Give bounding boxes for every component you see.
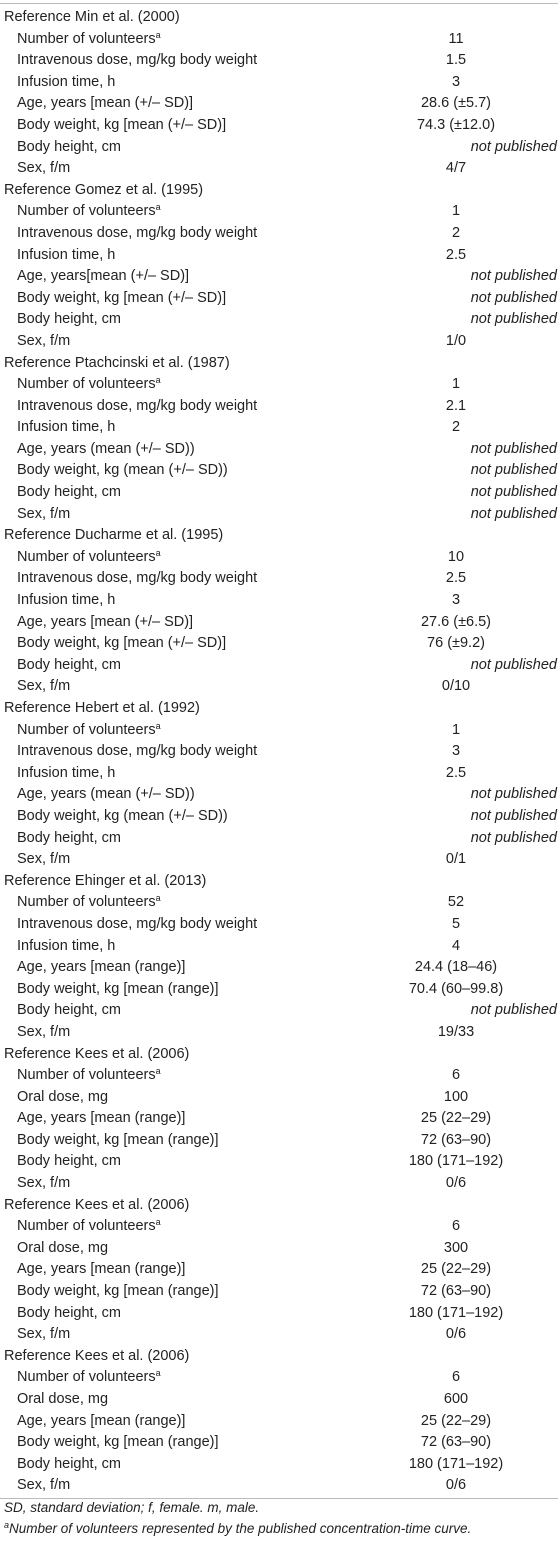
table-row — [0, 655, 558, 677]
table-row — [0, 201, 558, 223]
parameter-value: not published — [470, 829, 557, 846]
parameter-label — [17, 396, 257, 418]
table-row — [0, 568, 558, 590]
parameter-label-text: Infusion time, h — [17, 246, 116, 263]
parameter-value: 2.5 — [445, 570, 467, 587]
table-row — [0, 1065, 558, 1087]
parameter-label-text: Number of volunteers — [17, 376, 156, 393]
table-row — [0, 93, 558, 115]
parameter-value: 2.5 — [445, 246, 467, 263]
table-row — [0, 806, 558, 828]
footnote-marker: a — [155, 375, 161, 386]
parameter-label — [17, 201, 161, 223]
parameter-value: 1 — [451, 203, 461, 220]
table-row — [0, 720, 558, 742]
parameter-label-text: Body weight, kg [mean (+/– SD)] — [17, 289, 227, 306]
parameter-label — [17, 1238, 108, 1260]
parameter-label — [17, 936, 115, 958]
parameter-label-text: Infusion time, h — [17, 764, 116, 781]
parameter-value: 19/33 — [437, 1023, 475, 1040]
parameter-label — [17, 979, 219, 1001]
parameter-label — [17, 460, 228, 482]
table-row — [0, 1411, 558, 1433]
parameter-label — [17, 1303, 121, 1325]
table-row — [0, 1432, 558, 1454]
parameter-label-text: Body weight, kg (mean (+/– SD)) — [17, 462, 228, 479]
parameter-value: 0/6 — [445, 1175, 467, 1192]
parameter-label-text: Sex, f/m — [17, 160, 71, 177]
parameter-label-text: Sex, f/m — [17, 851, 71, 868]
parameter-label — [17, 1173, 70, 1195]
parameter-label-text: Sex, f/m — [17, 1326, 71, 1343]
table-row — [0, 1454, 558, 1476]
parameter-label — [17, 29, 161, 51]
parameter-label-text: Infusion time, h — [17, 592, 116, 609]
table-row — [0, 1022, 558, 1044]
parameter-label — [17, 1367, 161, 1389]
parameter-label-text: Age, years (mean (+/– SD)) — [17, 440, 195, 457]
table-row — [0, 763, 558, 785]
parameter-label — [17, 115, 226, 137]
reference-heading: Reference Ehinger et al. (2013) — [4, 872, 207, 889]
parameter-label-text: Sex, f/m — [17, 678, 71, 695]
parameter-value: 1/0 — [445, 332, 467, 349]
parameter-label — [17, 547, 161, 569]
parameter-label-text: Number of volunteers — [17, 721, 156, 738]
reference-heading: Reference Gomez et al. (1995) — [4, 181, 204, 198]
parameter-label — [17, 957, 185, 979]
parameter-label-text: Sex, f/m — [17, 332, 71, 349]
parameter-label — [17, 806, 228, 828]
table-row — [0, 1130, 558, 1152]
parameter-label-text: Body height, cm — [17, 138, 121, 155]
parameter-label-text: Age, years[mean (+/– SD)] — [17, 268, 190, 285]
table-row — [0, 158, 558, 180]
reference-heading: Reference Kees et al. (2006) — [4, 1196, 190, 1213]
parameter-label-text: Age, years (mean (+/– SD)) — [17, 786, 195, 803]
parameter-label — [17, 439, 195, 461]
reference-heading: Reference Ptachcinski et al. (1987) — [4, 354, 230, 371]
parameter-label — [17, 93, 193, 115]
parameter-value: 0/6 — [445, 1326, 467, 1343]
table-row — [0, 439, 558, 461]
parameter-label — [17, 849, 70, 871]
table-row — [0, 374, 558, 396]
table-row — [0, 828, 558, 850]
table-row — [0, 504, 558, 526]
parameter-label — [17, 1130, 219, 1152]
parameter-label-text: Number of volunteers — [17, 548, 156, 565]
parameter-label — [17, 417, 115, 439]
parameter-value: 72 (63–90) — [420, 1434, 492, 1451]
parameter-value: 27.6 (±6.5) — [420, 613, 492, 630]
parameter-value: 180 (171–192) — [408, 1304, 504, 1321]
parameter-label-text: Body height, cm — [17, 829, 121, 846]
parameter-label — [17, 482, 121, 504]
parameter-value: 6 — [451, 1218, 461, 1235]
parameter-label — [17, 568, 257, 590]
parameter-label — [17, 266, 189, 288]
parameter-value: 600 — [443, 1391, 469, 1407]
table-row — [0, 892, 558, 914]
table-row — [0, 547, 558, 569]
parameter-label-text: Number of volunteers — [17, 30, 156, 47]
table-row — [0, 957, 558, 979]
parameter-label-text: Age, years [mean (range)] — [17, 1412, 186, 1429]
parameter-label-text: Body weight, kg [mean (+/– SD)] — [17, 635, 227, 652]
parameter-value: not published — [470, 311, 557, 328]
parameter-label — [17, 504, 70, 526]
parameter-value: not published — [470, 786, 557, 803]
table-row — [0, 1259, 558, 1281]
parameter-value: not published — [470, 289, 557, 306]
parameter-value: not published — [470, 462, 557, 479]
parameter-value: not published — [470, 440, 557, 457]
parameter-label — [17, 1000, 121, 1022]
parameter-label-text: Body weight, kg [mean (range)] — [17, 1434, 219, 1451]
footnote-marker: a — [155, 1217, 161, 1228]
parameter-label — [17, 1022, 70, 1044]
table-row — [0, 612, 558, 634]
table-row — [0, 849, 558, 871]
parameter-label — [17, 331, 70, 353]
parameter-value: not published — [470, 505, 557, 522]
parameter-label-text: Body weight, kg [mean (range)] — [17, 1131, 219, 1148]
table-row — [0, 1216, 558, 1238]
parameter-label-text: Number of volunteers — [17, 894, 156, 911]
parameter-label-text: Body height, cm — [17, 484, 121, 501]
parameter-value: 2.5 — [445, 764, 467, 781]
parameter-label — [17, 763, 115, 785]
table-row — [0, 115, 558, 137]
table-row — [0, 482, 558, 504]
parameter-value: not published — [470, 807, 557, 824]
parameter-label — [17, 1259, 185, 1281]
footnote-marker: a — [155, 547, 161, 558]
parameter-label-text: Body height, cm — [17, 311, 121, 328]
parameter-label — [17, 223, 257, 245]
table-row — [0, 1173, 558, 1195]
parameter-value: not published — [470, 484, 557, 501]
parameter-label-text: Age, years [mean (range)] — [17, 1261, 186, 1278]
table-row — [0, 1475, 558, 1497]
parameter-label — [17, 1324, 70, 1346]
parameter-value: not published — [470, 138, 557, 155]
parameter-value: 2.1 — [445, 397, 467, 414]
table-row — [0, 979, 558, 1001]
parameter-label-text: Intravenous dose, mg/kg body weight — [17, 224, 258, 241]
footnote-marker: a — [4, 1520, 10, 1530]
table-row — [0, 1151, 558, 1173]
parameter-label-text: Sex, f/m — [17, 1477, 71, 1494]
table-row — [0, 633, 558, 655]
parameter-label — [17, 158, 70, 180]
parameter-value: 3 — [451, 743, 461, 760]
parameter-value: 180 (171–192) — [408, 1153, 504, 1170]
parameter-value: 0/6 — [445, 1477, 467, 1494]
parameter-value: 5 — [451, 915, 461, 932]
parameter-label-text: Infusion time, h — [17, 73, 116, 90]
parameter-label-text: Body height, cm — [17, 1153, 121, 1170]
parameter-label — [17, 1411, 185, 1433]
parameter-label-text: Body height, cm — [17, 1455, 121, 1472]
parameter-label-text: Number of volunteers — [17, 1067, 156, 1084]
parameter-label — [17, 1389, 108, 1411]
table-row — [0, 29, 558, 51]
table-row — [0, 1000, 558, 1022]
reference-heading: Reference Ducharme et al. (1995) — [4, 527, 224, 544]
table-row — [0, 936, 558, 958]
footnote-marker: a — [155, 1368, 161, 1379]
table-row — [0, 1303, 558, 1325]
parameter-label — [17, 892, 161, 914]
table-row — [0, 309, 558, 331]
parameter-label — [17, 245, 115, 267]
parameter-label-text: Body weight, kg [mean (range)] — [17, 980, 219, 997]
parameter-label — [17, 288, 226, 310]
parameter-value: 10 — [447, 548, 465, 565]
parameter-label-text: Body weight, kg [mean (+/– SD)] — [17, 116, 227, 133]
parameter-label — [17, 655, 121, 677]
reference-heading: Reference Kees et al. (2006) — [4, 1045, 190, 1062]
parameter-label-text: Sex, f/m — [17, 505, 71, 522]
parameter-value: not published — [470, 268, 557, 285]
volunteers-footnote — [4, 1521, 471, 1536]
table-row — [0, 1367, 558, 1389]
table-row — [0, 223, 558, 245]
parameter-label — [17, 309, 121, 331]
table-row — [0, 741, 558, 763]
parameter-value: 11 — [448, 30, 464, 47]
table-row — [0, 590, 558, 612]
parameter-label-text: Body weight, kg (mean (+/– SD)) — [17, 807, 228, 824]
table-row — [0, 245, 558, 267]
parameter-label-text: Oral dose, mg — [17, 1239, 109, 1256]
parameter-label — [17, 1432, 219, 1454]
abbreviations-text: SD, standard deviation; f, female. m, male. — [4, 1500, 260, 1515]
table-row — [0, 676, 558, 698]
footnote-marker: a — [155, 720, 161, 731]
parameter-label-text: Number of volunteers — [17, 203, 156, 220]
parameter-value: 4 — [451, 937, 461, 954]
parameter-label-text: Body height, cm — [17, 1304, 121, 1321]
table-row — [0, 288, 558, 310]
parameter-label — [17, 1108, 185, 1130]
parameter-label — [17, 50, 257, 72]
abbreviations-footnote — [4, 1500, 259, 1515]
table-row — [0, 1389, 558, 1411]
parameter-value: 70.4 (60–99.8) — [408, 980, 504, 997]
parameter-label-text: Oral dose, mg — [17, 1088, 109, 1105]
table-row — [0, 1087, 558, 1109]
parameter-label-text: Number of volunteers — [17, 1218, 156, 1235]
footnote-marker: a — [155, 1066, 161, 1077]
parameter-label — [17, 1281, 219, 1303]
parameter-label — [17, 612, 193, 634]
parameter-label-text: Intravenous dose, mg/kg body weight — [17, 52, 258, 69]
parameter-label-text: Intravenous dose, mg/kg body weight — [17, 915, 258, 932]
table-row — [0, 1238, 558, 1260]
parameter-value: 72 (63–90) — [420, 1283, 492, 1300]
parameter-value: 52 — [447, 894, 465, 911]
parameter-label-text: Sex, f/m — [17, 1175, 71, 1192]
volunteer-data-table — [0, 7, 558, 1497]
parameter-label-text: Age, years [mean (+/– SD)] — [17, 95, 194, 112]
parameter-label — [17, 137, 121, 159]
parameter-value: 72 (63–90) — [420, 1131, 492, 1148]
table-row — [0, 72, 558, 94]
parameter-label — [17, 1151, 121, 1173]
parameter-value: 24.4 (18–46) — [414, 959, 498, 976]
parameter-value: 300 — [443, 1239, 469, 1256]
table-row — [0, 266, 558, 288]
parameter-label-text: Body height, cm — [17, 1002, 121, 1019]
parameter-value: 100 — [443, 1088, 469, 1105]
parameter-value: 1.5 — [445, 52, 467, 69]
parameter-label — [17, 720, 161, 742]
table-row — [0, 914, 558, 936]
parameter-value: 25 (22–29) — [420, 1412, 492, 1429]
table-row — [0, 460, 558, 482]
table-row — [0, 50, 558, 72]
reference-heading: Reference Min et al. (2000) — [4, 9, 180, 25]
footnote-marker: a — [155, 29, 161, 40]
parameter-value: 4/7 — [445, 160, 467, 177]
parameter-label-text: Number of volunteers — [17, 1369, 156, 1386]
parameter-label — [17, 633, 226, 655]
reference-heading: Reference Hebert et al. (1992) — [4, 700, 200, 716]
table-row — [0, 1324, 558, 1346]
parameter-label — [17, 1087, 108, 1109]
footnote-marker: a — [155, 893, 161, 904]
parameter-label-text: Infusion time, h — [17, 937, 116, 954]
parameter-value: 0/1 — [445, 851, 467, 868]
parameter-label-text: Sex, f/m — [17, 1023, 71, 1040]
table-row — [0, 137, 558, 159]
parameter-label-text: Intravenous dose, mg/kg body weight — [17, 743, 258, 760]
table-row — [0, 784, 558, 806]
parameter-value: 6 — [451, 1369, 461, 1386]
parameter-value: 2 — [451, 224, 461, 241]
reference-heading: Reference Kees et al. (2006) — [4, 1347, 190, 1364]
parameter-label — [17, 1216, 161, 1238]
parameter-label — [17, 914, 257, 936]
parameter-label — [17, 1475, 70, 1497]
parameter-label — [17, 590, 115, 612]
parameter-value: not published — [470, 1002, 557, 1019]
parameter-label-text: Intravenous dose, mg/kg body weight — [17, 570, 258, 587]
table-top-rule — [0, 3, 558, 4]
parameter-value: not published — [470, 656, 557, 673]
parameter-label — [17, 784, 195, 806]
parameter-label — [17, 1454, 121, 1476]
table-row — [0, 331, 558, 353]
parameter-value: 25 (22–29) — [420, 1110, 492, 1127]
parameter-label-text: Infusion time, h — [17, 419, 116, 436]
table-row — [0, 396, 558, 418]
parameter-label — [17, 741, 257, 763]
table-bottom-rule — [0, 1498, 558, 1499]
table-row — [0, 417, 558, 439]
parameter-value: 180 (171–192) — [408, 1455, 504, 1472]
parameter-value: 28.6 (±5.7) — [420, 95, 492, 112]
parameter-label-text: Age, years [mean (range)] — [17, 959, 186, 976]
parameter-label-text: Age, years [mean (+/– SD)] — [17, 613, 194, 630]
parameter-value: 1 — [451, 376, 461, 393]
parameter-label — [17, 72, 115, 94]
parameter-label — [17, 828, 121, 850]
table-row — [0, 1108, 558, 1130]
footnote-text: Number of volunteers represented by the published concentration-time curve. — [9, 1521, 472, 1536]
parameter-value: 2 — [451, 419, 461, 436]
parameter-value: 74.3 (±12.0) — [416, 116, 496, 133]
parameter-value: 3 — [451, 592, 461, 609]
parameter-label-text: Body height, cm — [17, 656, 121, 673]
parameter-value: 6 — [451, 1067, 461, 1084]
footnote-marker: a — [155, 202, 161, 213]
parameter-label — [17, 676, 70, 698]
table-row — [0, 1281, 558, 1303]
parameter-value: 76 (±9.2) — [427, 635, 485, 652]
parameter-label-text: Age, years [mean (range)] — [17, 1110, 186, 1127]
parameter-value: 1 — [451, 721, 461, 738]
parameter-label-text: Body weight, kg [mean (range)] — [17, 1283, 219, 1300]
parameter-label-text: Oral dose, mg — [17, 1391, 109, 1407]
parameter-value: 0/10 — [441, 678, 471, 695]
parameter-label-text: Intravenous dose, mg/kg body weight — [17, 397, 258, 414]
parameter-value: 25 (22–29) — [420, 1261, 492, 1278]
parameter-value: 3 — [451, 73, 461, 90]
parameter-label — [17, 374, 161, 396]
parameter-label — [17, 1065, 161, 1087]
